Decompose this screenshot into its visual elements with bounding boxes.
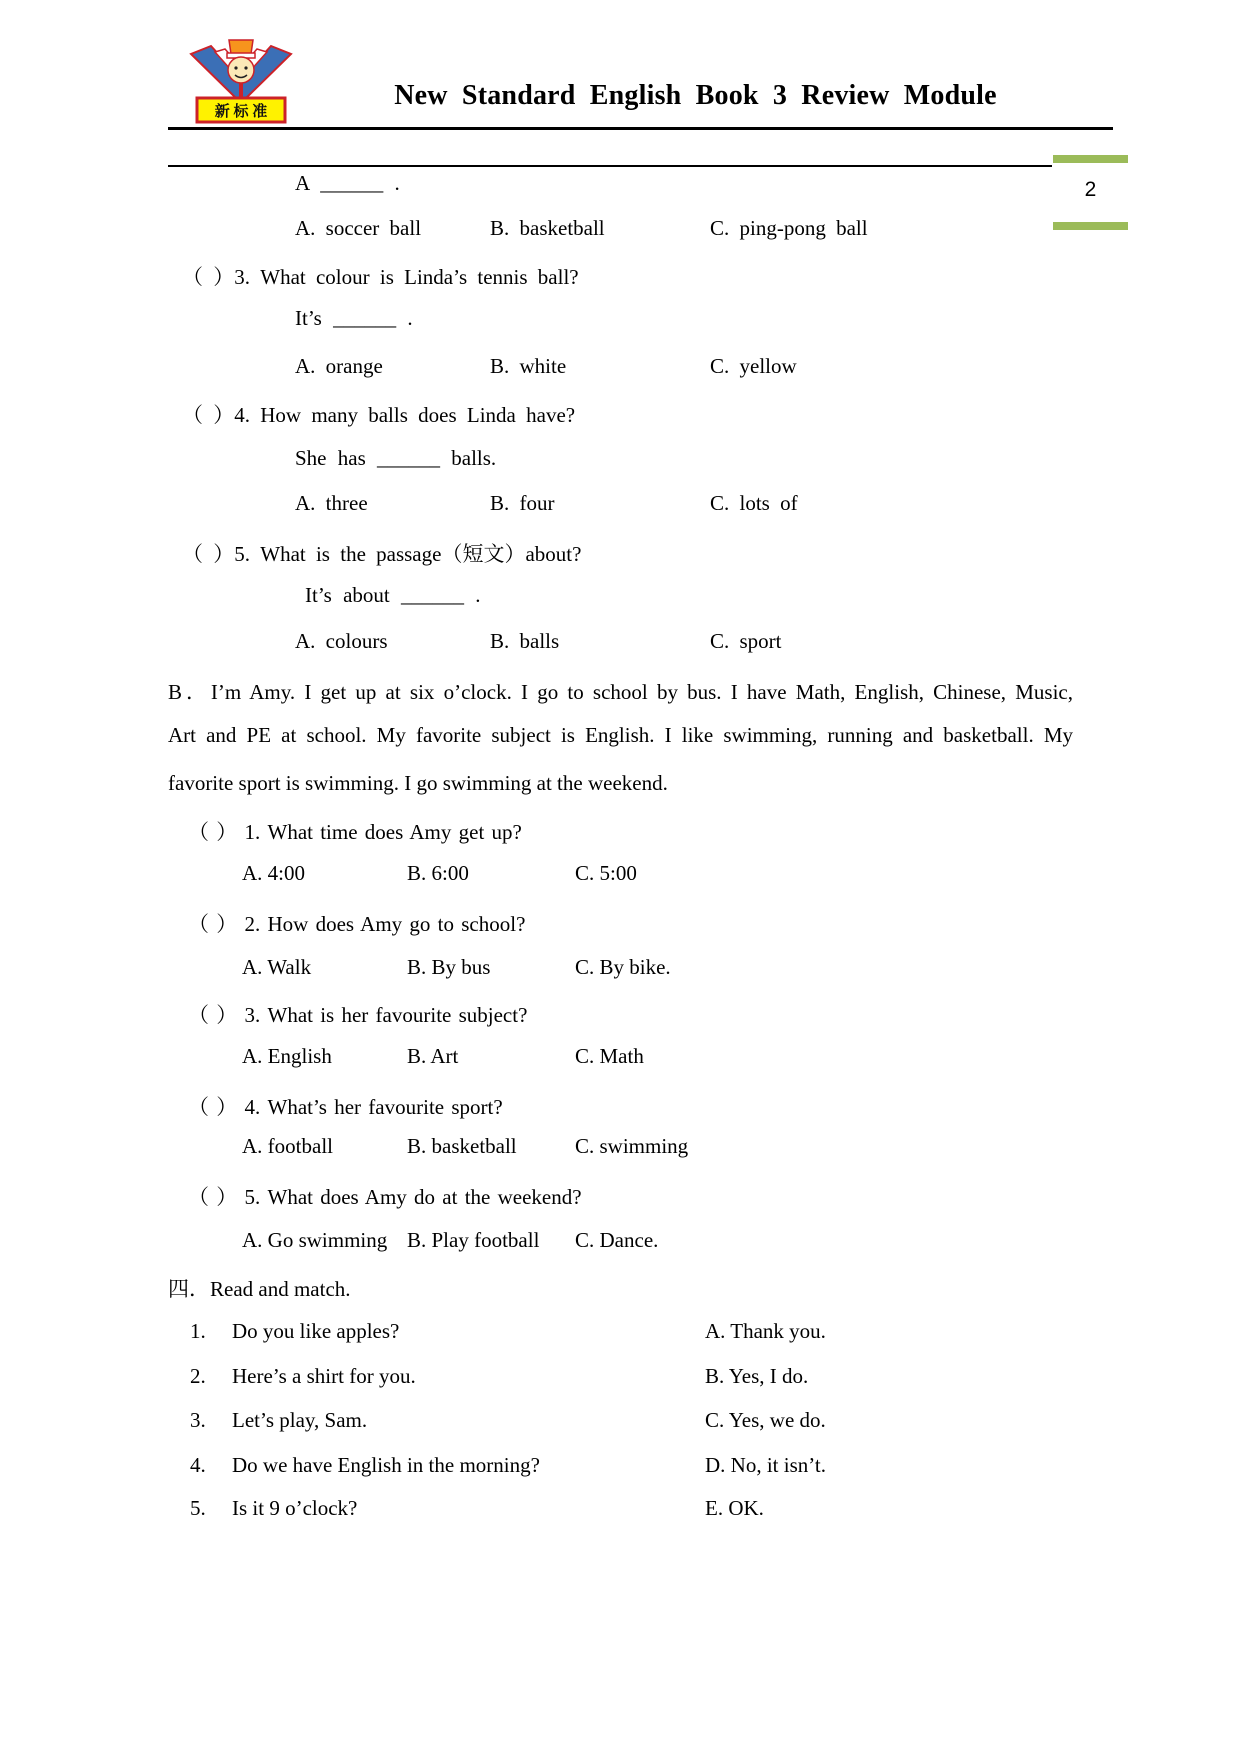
match-item-question: Let’s play, Sam.	[232, 1408, 368, 1432]
answer-line-row	[0, 583, 1241, 613]
question-row	[0, 261, 1241, 291]
question-stem: （ ）3. What colour is Linda’s tennis ball?	[182, 265, 579, 289]
option-a: A. soccer ball	[295, 216, 422, 240]
match-item-number: 2.	[190, 1364, 206, 1388]
option-b: B. four	[490, 491, 555, 515]
match-item-answer: D. No, it isn’t.	[705, 1453, 826, 1477]
section-heading: 四．Read and match.	[168, 1277, 351, 1301]
match-item-answer: A. Thank you.	[705, 1319, 826, 1343]
match-row	[0, 1496, 1241, 1526]
options-row	[0, 491, 1241, 521]
page-title: New Standard English Book 3 Review Module	[394, 80, 997, 111]
header-rule	[168, 165, 1052, 167]
question-row	[0, 999, 1241, 1029]
match-item-question: Is it 9 o’clock?	[232, 1496, 358, 1520]
option-a: A. football	[242, 1134, 333, 1158]
question-stem: （ ） 1. What time does Amy get up?	[188, 820, 522, 844]
passage-line: B．I’m Amy. I get up at six o’clock. I go to school by bus. I have Math, English, Chinese, Music,	[168, 680, 1073, 704]
answer-line-row	[0, 171, 1241, 201]
match-row	[0, 1364, 1241, 1394]
option-c: C. ping-pong ball	[710, 216, 868, 240]
match-row	[0, 1408, 1241, 1438]
page-number: 2	[1084, 178, 1097, 201]
option-b: B. balls	[490, 629, 560, 653]
question-stem: （ ） 3. What is her favourite subject?	[188, 1003, 528, 1027]
option-b: B. Play football	[407, 1228, 540, 1252]
option-c: C. By bike.	[575, 955, 671, 979]
match-row	[0, 1453, 1241, 1483]
option-b: B. By bus	[407, 955, 491, 979]
question-row	[0, 816, 1241, 846]
options-row	[0, 1228, 1241, 1258]
option-a: A. colours	[295, 629, 388, 653]
match-item-question: Do you like apples?	[232, 1319, 400, 1343]
question-row	[0, 538, 1241, 568]
options-row	[0, 861, 1241, 891]
option-b: B. basketball	[490, 216, 605, 240]
answer-blank-line: A ______ .	[295, 171, 400, 195]
logo-banner-text: 新 标 准	[214, 104, 268, 120]
question-row	[0, 399, 1241, 429]
match-item-number: 5.	[190, 1496, 206, 1520]
passage-line: favorite sport is swimming. I go swimming at the weekend.	[168, 771, 668, 795]
options-row	[0, 354, 1241, 384]
answer-blank-line: She has ______ balls.	[295, 446, 497, 470]
option-c: C. lots of	[710, 491, 798, 515]
option-b: B. Art	[407, 1044, 459, 1068]
question-stem: （ ） 2. How does Amy go to school?	[188, 912, 526, 936]
option-c: C. 5:00	[575, 861, 637, 885]
option-a: A. orange	[295, 354, 383, 378]
option-a: A. Go swimming	[242, 1228, 388, 1252]
options-row	[0, 1044, 1241, 1074]
option-a: A. three	[295, 491, 368, 515]
answer-line-row	[0, 306, 1241, 336]
option-b: B. white	[490, 354, 567, 378]
option-c: C. sport	[710, 629, 782, 653]
match-row	[0, 1319, 1241, 1349]
match-item-number: 3.	[190, 1408, 206, 1432]
answer-blank-line: It’s about ______ .	[305, 583, 481, 607]
option-b: B. basketball	[407, 1134, 517, 1158]
match-item-answer: B. Yes, I do.	[705, 1364, 809, 1388]
question-stem: （ ）5. What is the passage（短文）about?	[182, 542, 582, 566]
option-c: C. yellow	[710, 354, 797, 378]
match-item-number: 1.	[190, 1319, 206, 1343]
option-a: A. Walk	[242, 955, 312, 979]
question-row	[0, 1091, 1241, 1121]
option-c: C. Dance.	[575, 1228, 659, 1252]
option-a: A. English	[242, 1044, 332, 1068]
option-a: A. 4:00	[242, 861, 305, 885]
match-item-answer: E. OK.	[705, 1496, 764, 1520]
match-item-number: 4.	[190, 1453, 206, 1477]
match-item-question: Here’s a shirt for you.	[232, 1364, 416, 1388]
option-b: B. 6:00	[407, 861, 469, 885]
option-c: C. swimming	[575, 1134, 689, 1158]
options-row	[0, 629, 1241, 659]
question-stem: （ ）4. How many balls does Linda have?	[182, 403, 576, 427]
answer-blank-line: It’s ______ .	[295, 306, 413, 330]
match-item-answer: C. Yes, we do.	[705, 1408, 826, 1432]
options-row	[0, 955, 1241, 985]
question-stem: （ ） 5. What does Amy do at the weekend?	[188, 1185, 582, 1209]
question-row	[0, 908, 1241, 938]
title-underline	[168, 127, 1113, 130]
options-row	[0, 1134, 1241, 1164]
answer-line-row	[0, 446, 1241, 476]
match-item-question: Do we have English in the morning?	[232, 1453, 540, 1477]
option-c: C. Math	[575, 1044, 644, 1068]
question-row	[0, 1181, 1241, 1211]
page-number-top-bar	[1053, 155, 1128, 163]
options-row	[0, 216, 1241, 246]
passage-line: Art and PE at school. My favorite subject is English. I like swimming, running and basketball. My	[168, 723, 1073, 747]
question-stem: （ ） 4. What’s her favourite sport?	[188, 1095, 503, 1119]
